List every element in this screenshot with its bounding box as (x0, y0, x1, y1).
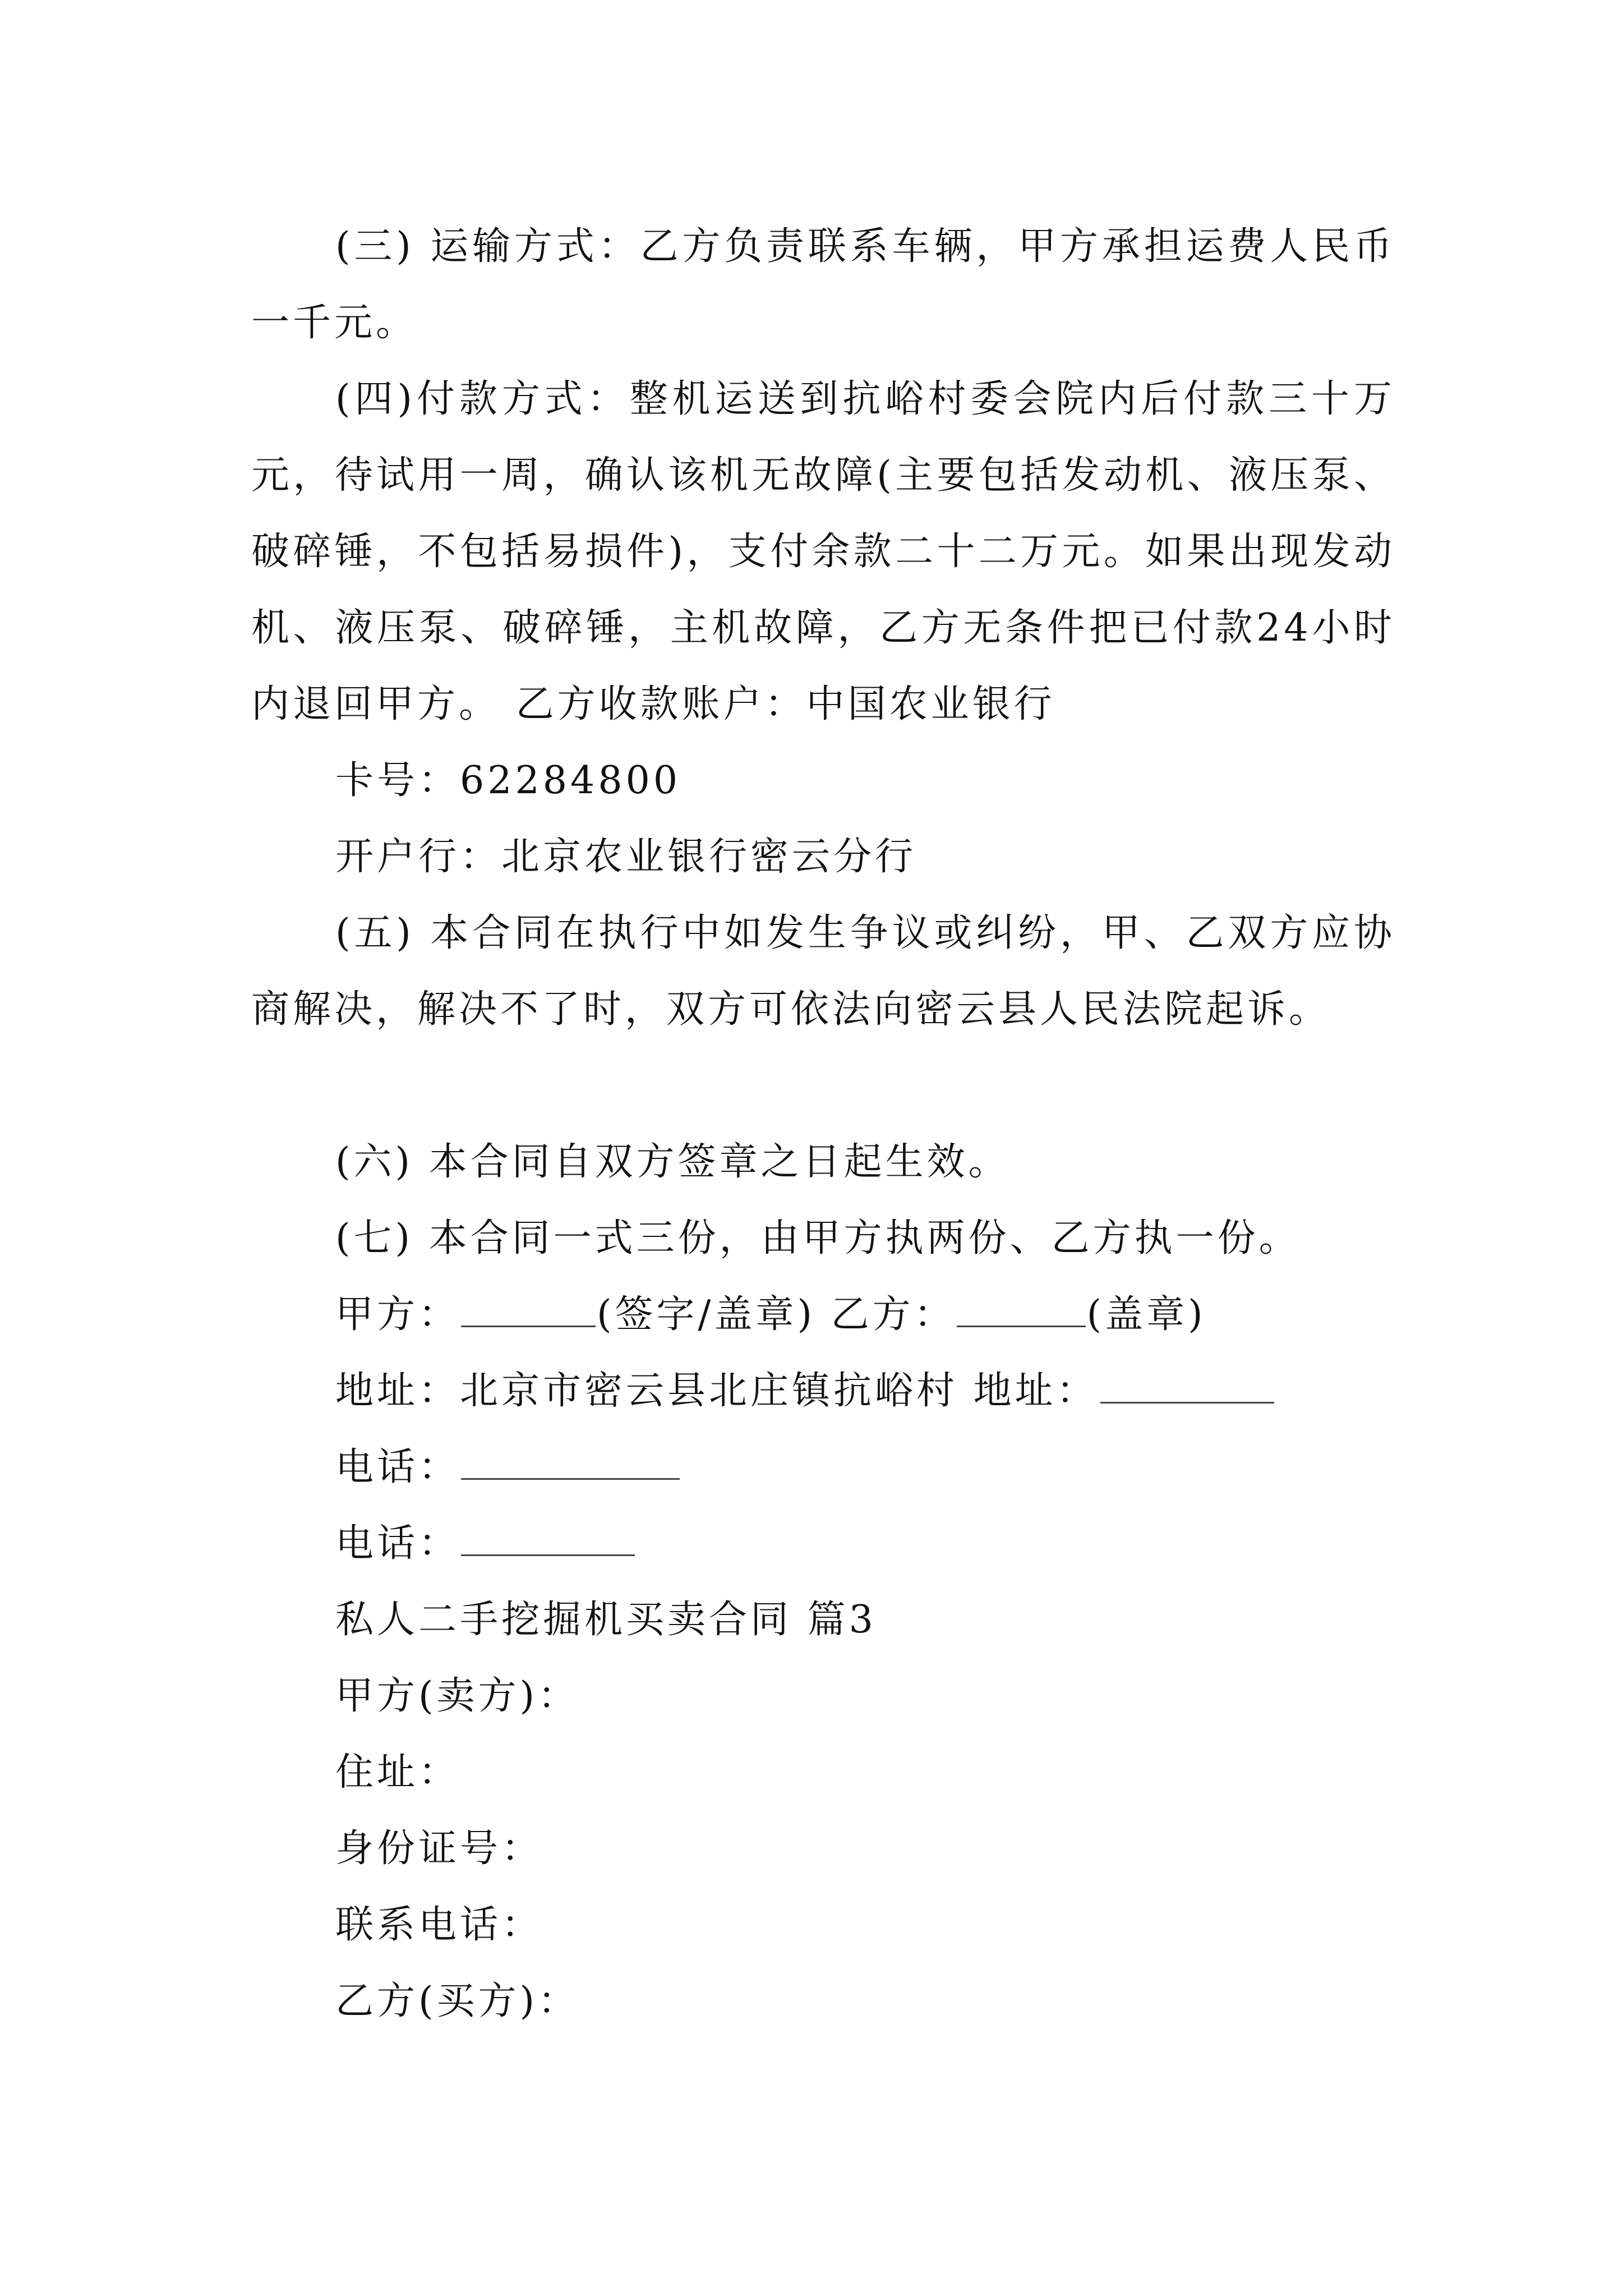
bank-name: 开户行：北京农业银行密云分行 (335, 835, 917, 879)
phone-line-2 (335, 1506, 636, 1582)
phone-label-1: 电话： (335, 1445, 460, 1489)
party-b-seal-note: (盖章) (1086, 1292, 1206, 1337)
party-b-label: 乙方： (831, 1292, 956, 1337)
party-b-address-label: 地址： (973, 1369, 1098, 1413)
id-number-field: 身份证号： (335, 1826, 543, 1871)
section-title: 私人二手挖掘机买卖合同 篇3 (335, 1598, 877, 1642)
clause-dispute: (五) 本合同在执行中如发生争议或纠纷，甲、乙双方应协商解决，解决不了时，双方可依法向密云县人民法院起诉。 (251, 911, 1395, 1032)
party-a-address: 地址：北京市密云县北庄镇抗峪村 (335, 1369, 958, 1413)
phone-blank-1 (461, 1444, 680, 1480)
clause-effective: (六) 本合同自双方签章之日起生效。 (335, 1140, 1010, 1184)
buyer-field: 乙方(买方)： (335, 1979, 580, 2023)
party-a-signature-note: (签字/盖章) (597, 1292, 815, 1337)
clause-copies: (七) 本合同一式三份，由甲方执两份、乙方执一份。 (335, 1216, 1301, 1260)
party-b-address-blank (1100, 1368, 1274, 1404)
card-number: 卡号：62284800 (335, 758, 681, 803)
party-b-seal-blank (957, 1292, 1086, 1327)
signature-line (335, 1277, 1206, 1353)
clause-payment: (四)付款方式：整机运送到抗峪村委会院内后付款三十万元，待试用一周，确认该机无故障(主要包括发动机、液压泵、破碎锤，不包括易损件)，支付余款二十二万元。如果出现发动机、液压泵、破碎锤，主机故障，乙方无条件把已付款24小时内退回甲方。 乙方收款账户：中国农业银行 (251, 377, 1395, 726)
residence-field: 住址： (335, 1750, 460, 1795)
phone-blank-2 (461, 1521, 635, 1556)
seller-field: 甲方(卖方)： (335, 1674, 580, 1718)
address-line (335, 1353, 1275, 1429)
phone-label-2: 电话： (335, 1521, 460, 1566)
party-a-signature-blank (461, 1292, 596, 1327)
phone-line-1 (335, 1429, 681, 1506)
contact-phone-field: 联系电话： (335, 1903, 543, 1947)
party-a-label: 甲方： (335, 1292, 460, 1337)
clause-transport: (三) 运输方式：乙方负责联系车辆，甲方承担运费人民币一千元。 (251, 224, 1395, 345)
